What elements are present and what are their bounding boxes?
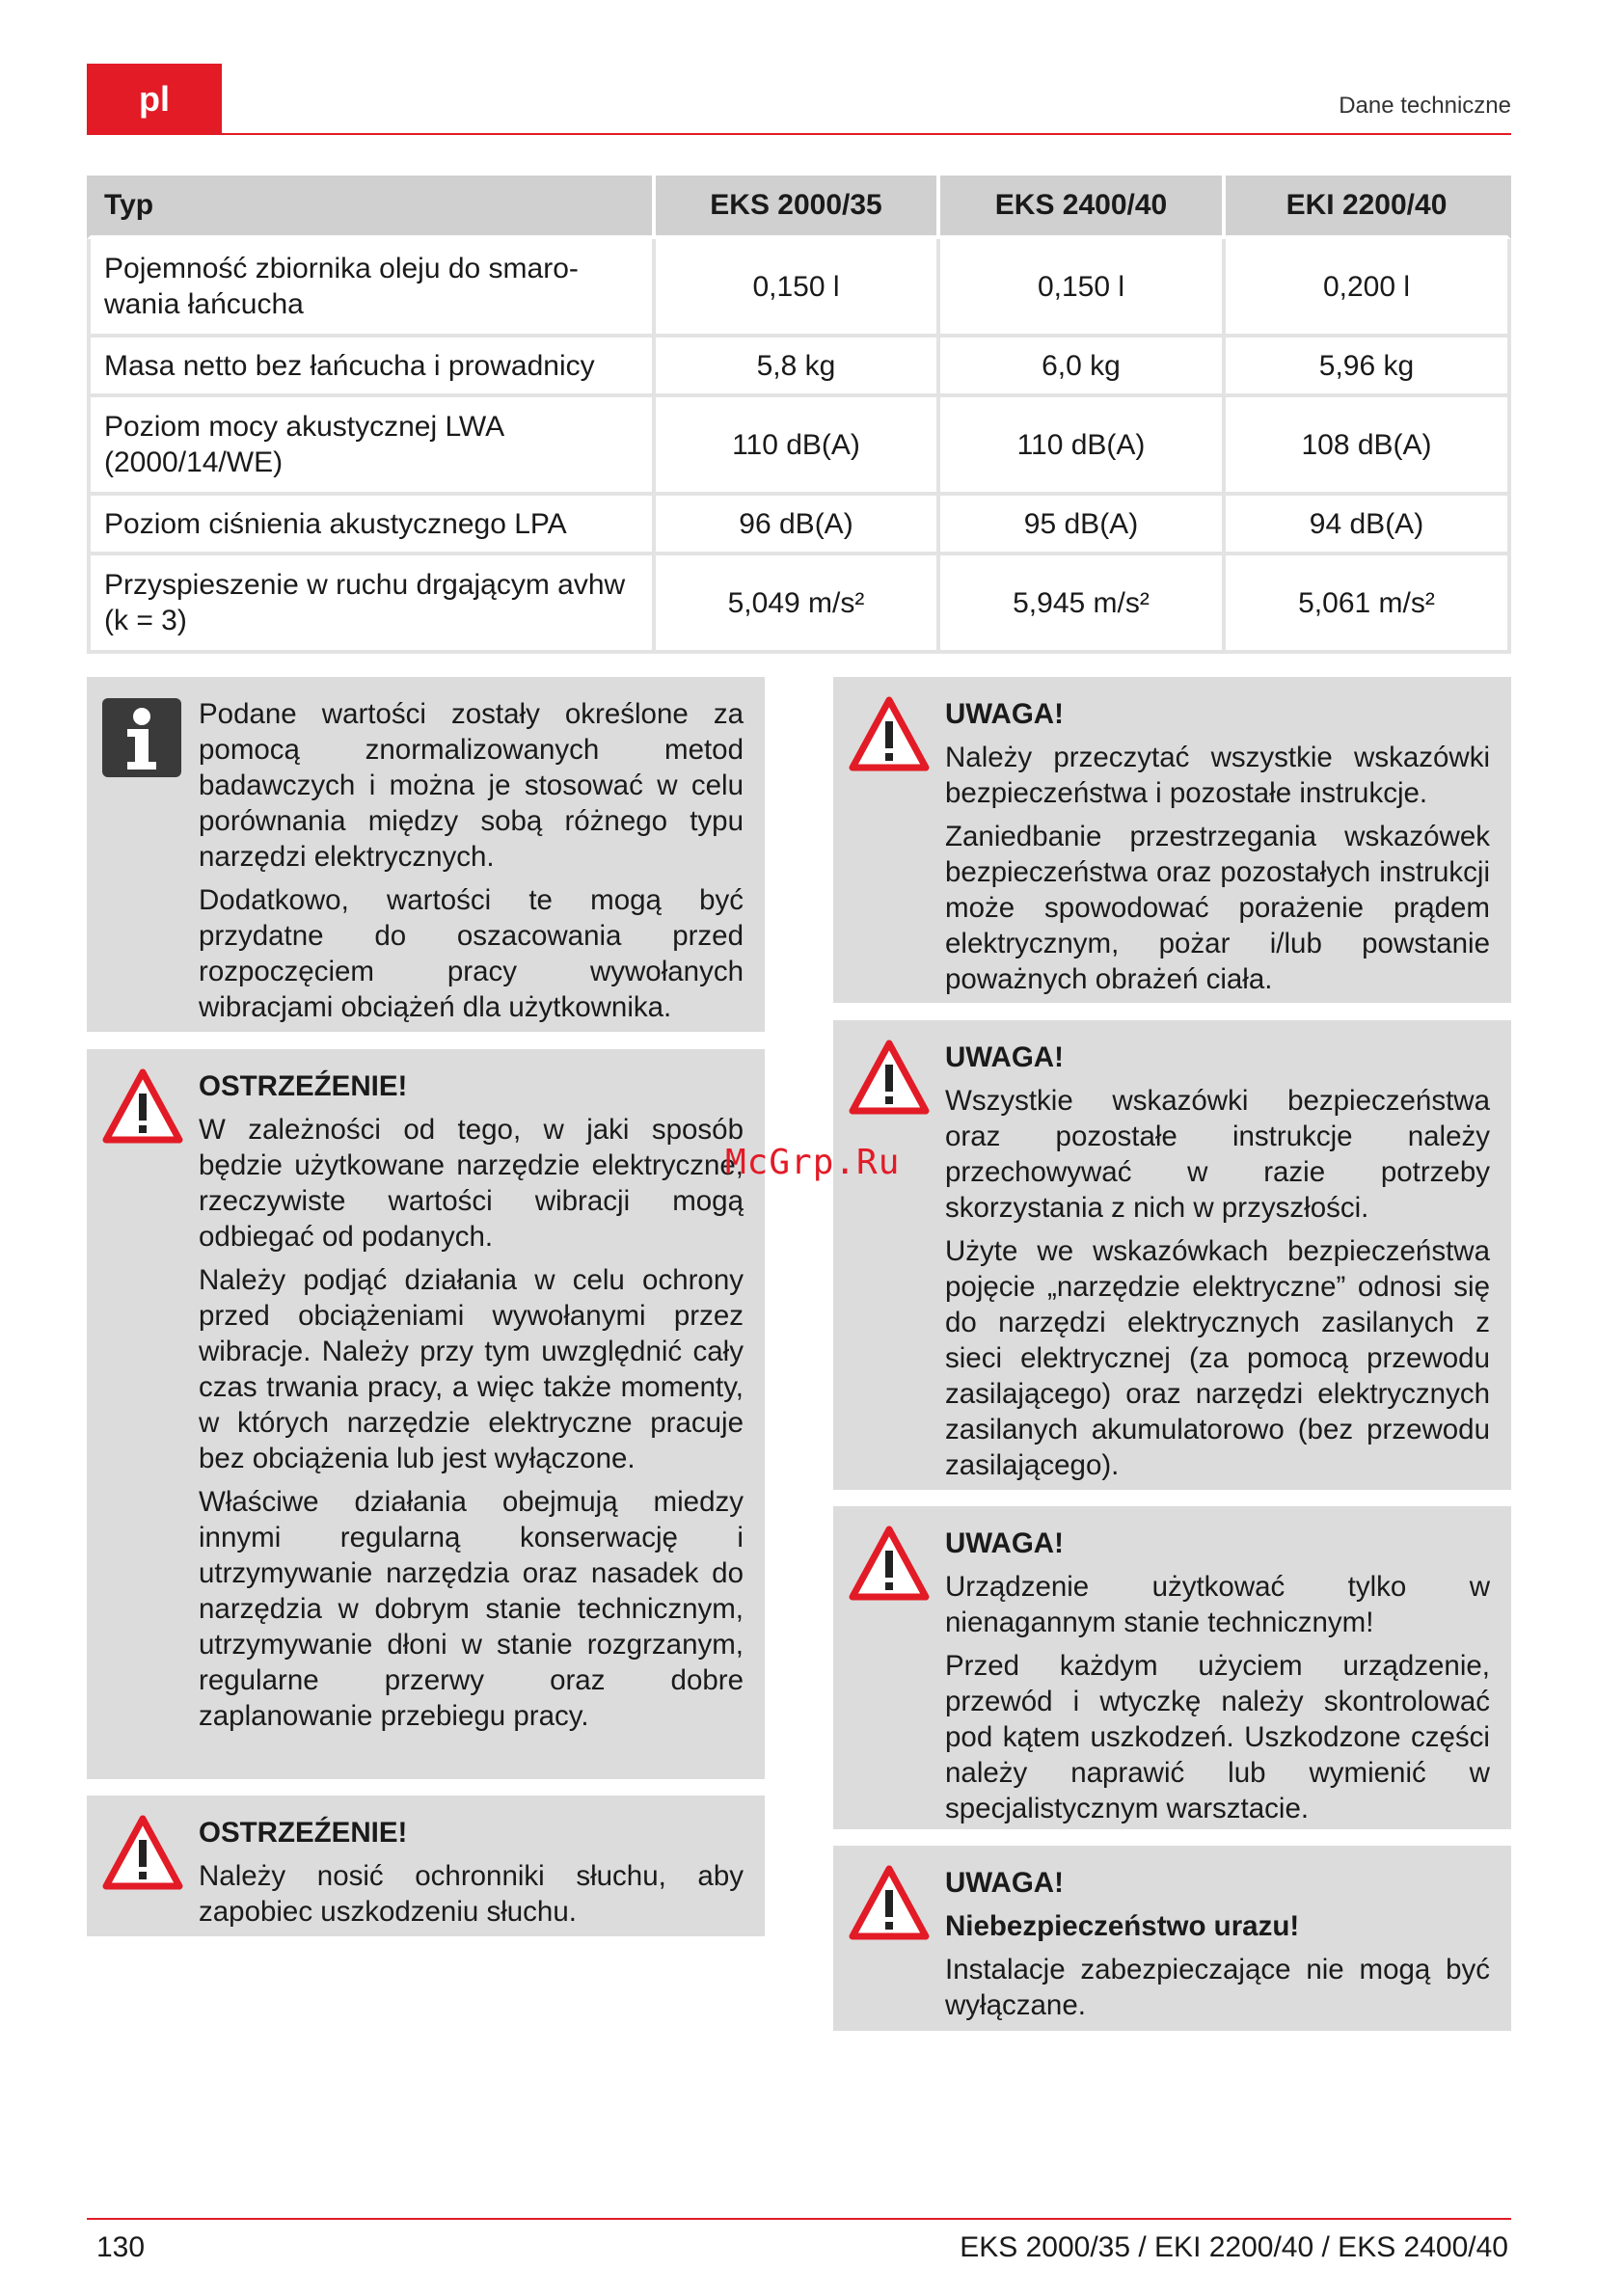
section-title: Dane techniczne xyxy=(1339,93,1511,119)
warning-triangle-icon xyxy=(102,1068,183,1146)
table-cell: 5,945 m/s² xyxy=(940,555,1226,654)
warning-box-hearing xyxy=(87,1796,765,1936)
table-cell: 6,0 kg xyxy=(940,338,1226,397)
footer-model-list: EKS 2000/35 / EKI 2200/40 / EKS 2400/40 xyxy=(960,2231,1508,2263)
table-cell: 110 dB(A) xyxy=(656,397,940,496)
caution-box-read-instructions xyxy=(833,677,1511,1003)
caution-title: UWAGA! xyxy=(945,1041,1064,1073)
table-row xyxy=(87,496,1511,555)
warning-triangle-icon xyxy=(849,1040,930,1117)
table-cell: 5,8 kg xyxy=(656,338,940,397)
warning-title: OSTRZEŹENIE! xyxy=(199,1817,408,1849)
table-row xyxy=(87,397,1511,496)
caution-title: UWAGA! xyxy=(945,698,1064,730)
table-cell: 95 dB(A) xyxy=(940,496,1226,555)
table-cell: 96 dB(A) xyxy=(656,496,940,555)
caution-paragraph: Zaniedbanie przestrzegania wskazówek bezpieczeństwa oraz pozostałych instrukcji może spowodować porażenie prądem elektrycznym, pożar i/lub powstanie poważnych obrażeń ciała. xyxy=(945,821,1490,995)
column-header-type: Typ xyxy=(87,176,656,239)
info-paragraph: Dodatkowo, wartości te mogą być przydatne do oszacowania przed rozpoczęciem pracy wywołanych wibracjami obciążeń dla użytkownika. xyxy=(199,884,744,1023)
technical-data-table xyxy=(87,176,1511,654)
caution-box-technical-condition xyxy=(833,1506,1511,1829)
table-row xyxy=(87,338,1511,397)
row-label: Poziom mocy akustycznej LWA (2000/14/WE) xyxy=(87,397,656,496)
table-cell: 5,061 m/s² xyxy=(1226,555,1511,654)
caution-paragraph: Użyte we wskazówkach bezpieczeństwa pojęcie „narzędzie elektryczne” odnosi się do narzędzi elektrycznych zasilanych z sieci elektrycznej (za pomocą przewodu zasilającego) oraz narzędzi elektrycznych zasilanych akumulatorowo (bez przewodu zasilającego). xyxy=(945,1235,1490,1481)
warning-title: OSTRZEŹENIE! xyxy=(199,1070,408,1102)
footer-rule xyxy=(87,2218,1511,2220)
table-cell: 0,150 l xyxy=(656,239,940,338)
caution-box-injury xyxy=(833,1846,1511,2031)
warning-box-vibration xyxy=(87,1049,765,1779)
column-header-model: EKS 2400/40 xyxy=(940,176,1226,239)
warning-paragraph: Należy nosić ochronniki słuchu, aby zapobiec uszkodzeniu słuchu. xyxy=(199,1860,744,1928)
header-rule-left xyxy=(87,133,222,135)
caution-paragraph: Przed każdym użyciem urządzenie, przewód i wtyczkę należy skontrolować pod kątem uszkodzeń. Uszkodzone części należy naprawić lub wymienić w specjalistycznym warsztacie. xyxy=(945,1650,1490,1824)
table-row xyxy=(87,239,1511,338)
warning-triangle-icon xyxy=(849,696,930,773)
info-icon xyxy=(102,698,181,777)
caution-paragraph: Wszystkie wskazówki bezpieczeństwa oraz pozostałe instrukcje należy przechowywać w razie potrzeby skorzystania z nich w przyszłości. xyxy=(945,1085,1490,1224)
caution-paragraph: Instalacje zabezpieczające nie mogą być wyłączane. xyxy=(945,1954,1490,2021)
table-cell: 94 dB(A) xyxy=(1226,496,1511,555)
watermark: McGrp.Ru xyxy=(725,1143,901,1182)
table-cell: 108 dB(A) xyxy=(1226,397,1511,496)
table-header-row xyxy=(87,176,1511,239)
info-box xyxy=(87,677,765,1032)
header-rule xyxy=(222,133,1511,135)
warning-triangle-icon xyxy=(849,1526,930,1603)
table-cell: 110 dB(A) xyxy=(940,397,1226,496)
page-number: 130 xyxy=(96,2231,146,2263)
row-label: Masa netto bez łańcucha i prowadnicy xyxy=(87,338,656,397)
table-cell: 5,049 m/s² xyxy=(656,555,940,654)
warning-paragraph: Właściwe działania obejmują miedzy innymi regularną konserwację i utrzymywanie narzędzia oraz nasadek do narzędzia w dobrym stanie technicznym, utrzymywanie dłoni w stanie rozgrzanym, regularne przerwy oraz dobre zaplanowanie przebiegu pracy. xyxy=(199,1486,744,1732)
row-label: Pojemność zbiornika oleju do smaro- wania łańcucha xyxy=(87,239,656,338)
table-cell: 5,96 kg xyxy=(1226,338,1511,397)
caution-title: UWAGA! xyxy=(945,1527,1064,1559)
caution-box-keep-instructions xyxy=(833,1020,1511,1490)
caution-paragraph: Należy przeczytać wszystkie wskazówki bezpieczeństwa i pozostałe instrukcje. xyxy=(945,742,1490,809)
caution-title: UWAGA! xyxy=(945,1867,1064,1899)
caution-subtitle: Niebezpieczeństwo urazu! xyxy=(945,1910,1300,1942)
language-tab: pl xyxy=(87,64,222,135)
warning-triangle-icon xyxy=(849,1865,930,1942)
warning-triangle-icon xyxy=(102,1815,183,1892)
warning-paragraph: Należy podjąć działania w celu ochrony przed obciążeniami wywołanymi przez wibracje. Należy przy tym uwzględnić cały czas trwania pracy, a więc także momenty, w których narzędzie elektryczne pracuje bez obciążenia lub jest wyłączone. xyxy=(199,1264,744,1474)
row-label: Poziom ciśnienia akustycznego LPA xyxy=(87,496,656,555)
caution-paragraph: Urządzenie użytkować tylko w nienagannym stanie technicznym! xyxy=(945,1571,1490,1638)
table-cell: 0,200 l xyxy=(1226,239,1511,338)
row-label: Przyspieszenie w ruchu drgającym avhw (k = 3) xyxy=(87,555,656,654)
column-header-model: EKI 2200/40 xyxy=(1226,176,1511,239)
column-header-model: EKS 2000/35 xyxy=(656,176,940,239)
table-cell: 0,150 l xyxy=(940,239,1226,338)
info-paragraph: Podane wartości zostały określone za pomocą znormalizowanych metod badawczych i można je stosować w celu porównania między sobą różnego typu narzędzi elektrycznych. xyxy=(199,698,744,873)
warning-paragraph: W zależności od tego, w jaki sposób będzie użytkowane narzędzie elektryczne, rzeczywiste wartości wibracji mogą odbiegać od podanych. xyxy=(199,1114,744,1253)
table-row xyxy=(87,555,1511,654)
